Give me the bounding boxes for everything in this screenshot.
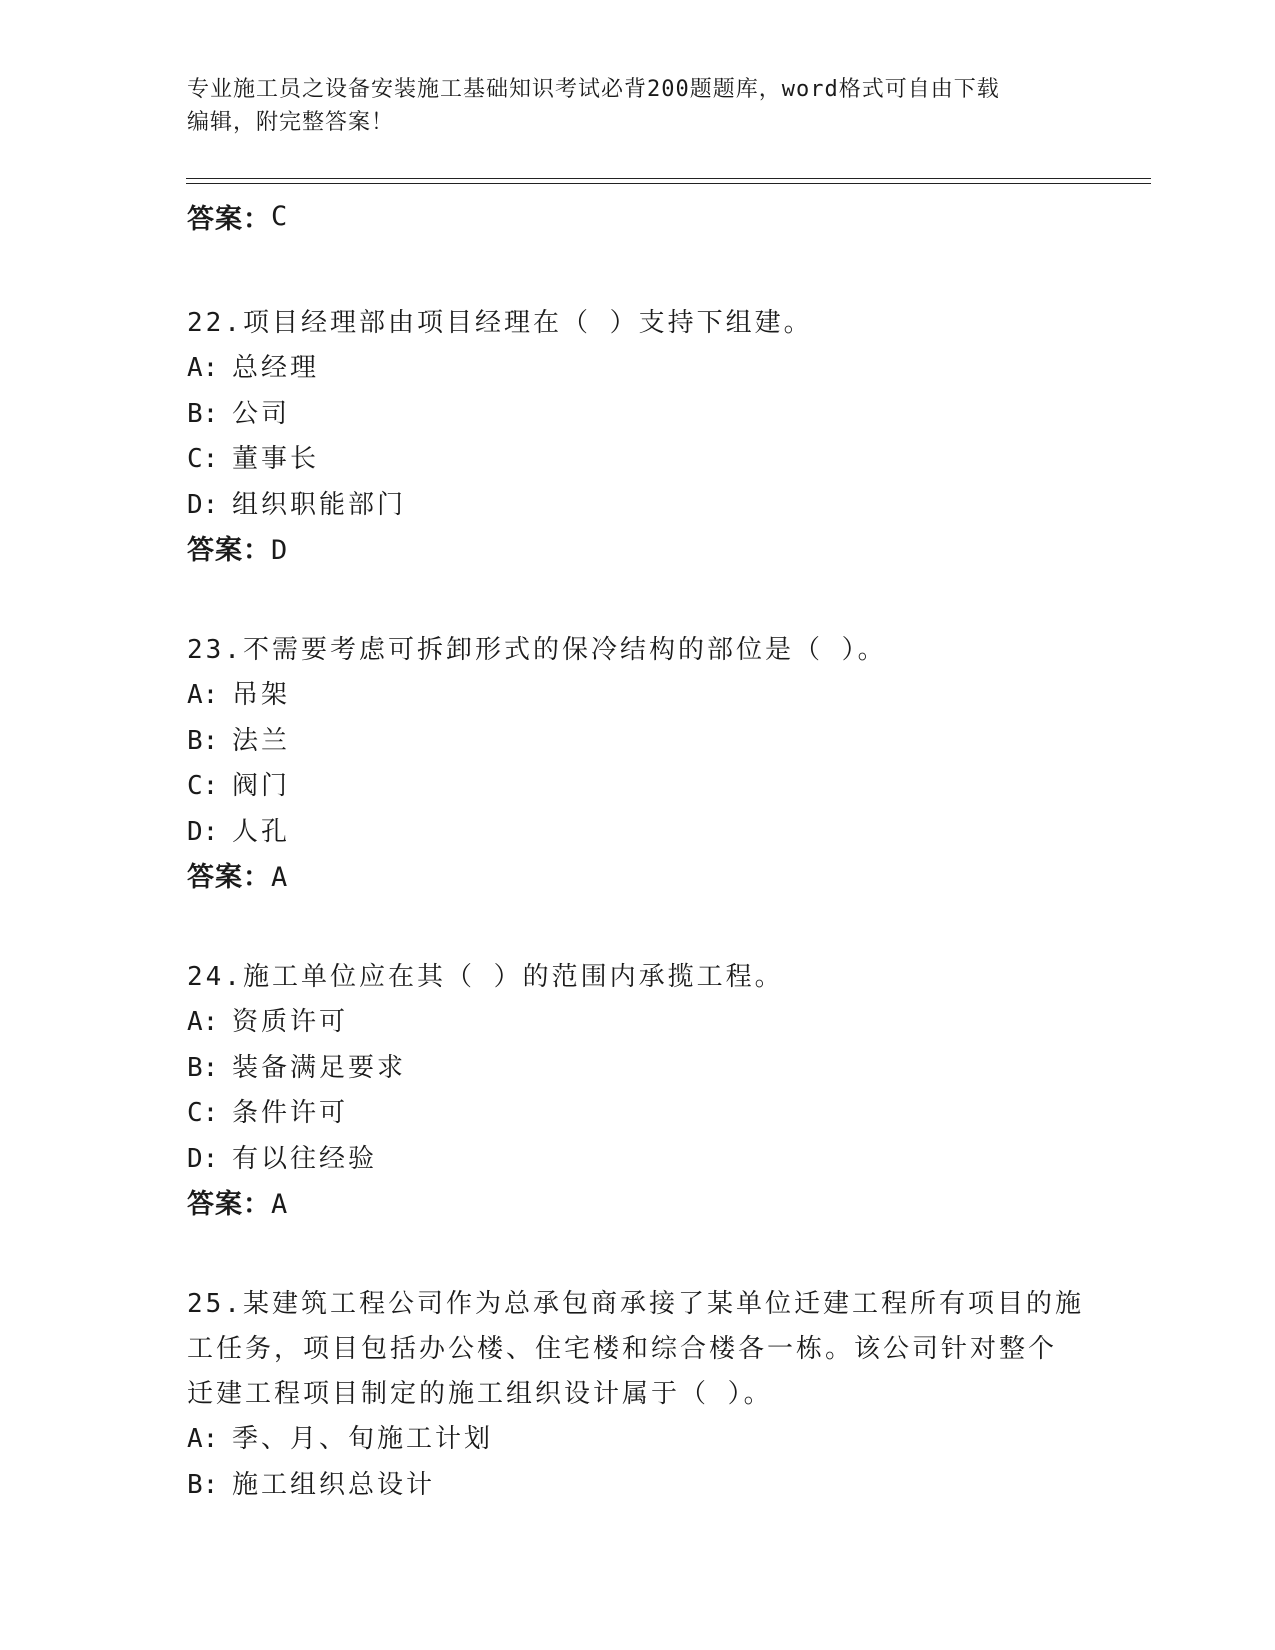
option-a — [187, 1000, 1107, 1046]
option-text: 阀门 — [232, 771, 291, 801]
option-b — [187, 719, 1107, 765]
option-key: A: — [187, 1424, 219, 1454]
option-key: D: — [187, 1143, 219, 1174]
option-key: A: — [187, 1007, 219, 1037]
option-text: 吊架 — [232, 680, 291, 710]
question-list — [187, 186, 1107, 1508]
option-key: C: — [187, 444, 219, 474]
option-text: 董事长 — [232, 444, 320, 474]
option-c — [187, 437, 1107, 483]
question-text: 工任务，项目包括办公楼、住宅楼和综合楼各一栋。该公司针对整个 — [187, 1334, 1058, 1364]
option-key: B: — [187, 725, 219, 756]
option-key: B: — [187, 1052, 219, 1083]
question-text: 23.不需要考虑可拆卸形式的保冷结构的部位是（ ）。 — [187, 635, 887, 665]
option-text: 季、月、旬施工计划 — [232, 1424, 494, 1454]
header-divider-top — [186, 178, 1151, 179]
header-divider-bottom — [186, 183, 1151, 184]
option-text: 施工组织总设计 — [232, 1469, 436, 1500]
question-block — [187, 955, 1107, 1227]
question-block — [187, 628, 1107, 900]
option-key: D: — [187, 489, 219, 520]
option-text: 法兰 — [232, 725, 291, 756]
option-text: 组织职能部门 — [232, 489, 407, 520]
option-text: 有以往经验 — [232, 1143, 378, 1174]
option-key: C: — [187, 1098, 219, 1128]
option-c — [187, 1091, 1107, 1137]
document-header — [187, 73, 1067, 139]
option-a — [187, 346, 1107, 392]
question-text: 25.某建筑工程公司作为总承包商承接了某单位迁建工程所有项目的施 — [187, 1289, 1084, 1319]
option-key: D: — [187, 816, 219, 847]
answer-label: 答案： — [187, 535, 271, 566]
option-d — [187, 1137, 1107, 1183]
option-text: 人孔 — [232, 816, 291, 847]
option-text: 装备满足要求 — [232, 1052, 407, 1083]
answer-value: A — [271, 862, 289, 893]
answer-label: 答案： — [187, 862, 271, 893]
option-a — [187, 673, 1107, 719]
answer-line — [187, 528, 1107, 573]
option-d — [187, 810, 1107, 856]
header-line-2: 编辑，附完整答案！ — [187, 110, 395, 135]
answer-line — [187, 186, 1107, 246]
option-d — [187, 483, 1107, 529]
question-block — [187, 301, 1107, 573]
option-b — [187, 392, 1107, 438]
option-text: 资质许可 — [232, 1007, 349, 1037]
option-key: C: — [187, 771, 219, 801]
question-text: 22.项目经理部由项目经理在（ ）支持下组建。 — [187, 308, 813, 338]
option-text: 总经理 — [232, 353, 320, 383]
answer-label: 答案： — [187, 1189, 271, 1220]
option-b — [187, 1046, 1107, 1092]
option-c — [187, 764, 1107, 810]
answer-line — [187, 1182, 1107, 1227]
option-a — [187, 1417, 1107, 1463]
question-text: 迁建工程项目制定的施工组织设计属于（ ）。 — [187, 1379, 773, 1409]
answer-label: 答案： — [187, 203, 271, 235]
question-text: 24.施工单位应在其（ ）的范围内承揽工程。 — [187, 962, 784, 992]
option-key: A: — [187, 680, 219, 710]
answer-value: A — [271, 1189, 289, 1220]
option-b — [187, 1463, 1107, 1509]
answer-value: C — [271, 200, 289, 232]
header-line-1: 专业施工员之设备安装施工基础知识考试必背200题题库，word格式可自由下载 — [187, 77, 1000, 102]
option-text: 条件许可 — [232, 1098, 349, 1128]
answer-value: D — [271, 535, 289, 566]
option-key: A: — [187, 353, 219, 383]
option-key: B: — [187, 398, 219, 429]
answer-line — [187, 855, 1107, 900]
question-block — [187, 1282, 1107, 1508]
option-text: 公司 — [232, 398, 291, 429]
option-key: B: — [187, 1469, 219, 1500]
